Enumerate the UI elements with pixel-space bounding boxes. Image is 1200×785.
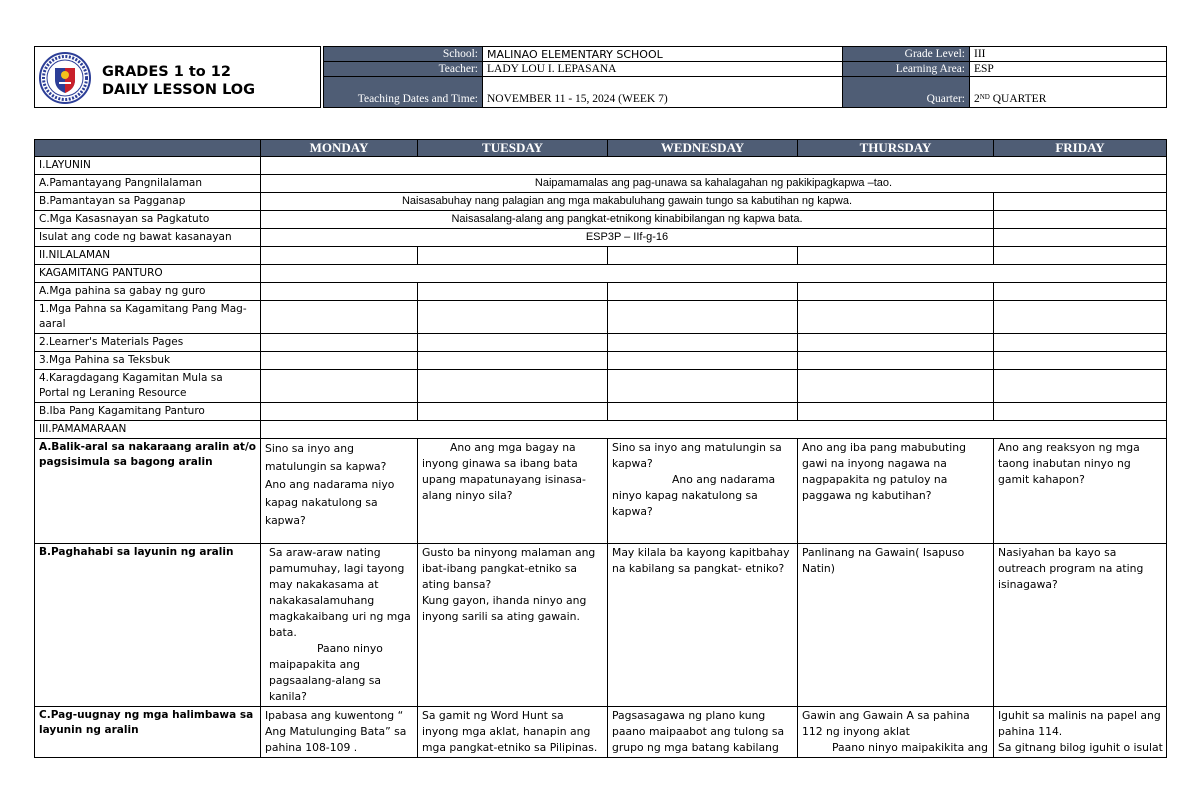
header-row-teacher [324,62,1167,77]
dates-value: NOVEMBER 11 - 15, 2024 (WEEK 7) [483,77,843,108]
label-kasanayan: C.Mga Kasasnayan sa Pagkatuto [35,211,261,229]
cell-gabay-thu [798,283,994,301]
label-mag-aaral: 1.Mga Pahna sa Kagamitang Pang Mag-aaral [35,301,261,334]
quarter-number: 2 [974,93,980,105]
pag-uugnay-thu-p1: Gawin ang Gawain A sa pahina 112 ng inyong aklat [802,709,970,738]
header-info-table [323,46,1167,108]
grade-value: III [970,47,1167,62]
dates-label: Teaching Dates and Time: [324,77,483,108]
cell-nilalaman-tue [418,247,608,265]
cell-teksbuk-mon [261,352,418,370]
cell-learners-wed [608,334,798,352]
cell-paghahabi-mon [261,544,418,707]
cell-pag-uugnay-tue: Sa gamit ng Word Hunt sa inyong mga aklat, hanapin ang mga pangkat-etniko sa Pilipinas. [418,707,608,758]
cell-code-friday [994,229,1167,247]
day-header-thursday: THURSDAY [798,140,994,157]
row-kagamitan [35,265,1167,283]
label-pagganap: B.Pamantayan sa Pagganap [35,193,261,211]
cell-teksbuk-thu [798,352,994,370]
pag-uugnay-fri-p1: Iguhit sa malinis na papel ang pahina 114. [998,709,1161,738]
paghahabi-tue-p1: Gusto ba ninyong malaman ang ibat-ibang pangkat-etniko sa ating bansa? [422,546,596,591]
row-pamamaraan [35,421,1167,439]
label-code: Isulat ang code ng bawat kasanayan [35,229,261,247]
cell-pag-uugnay-fri [994,707,1167,758]
cell-pag-uugnay-thu [798,707,994,758]
cell-pag-uugnay-wed: Pagsasagawa ng plano kung paano maipaabot ang tulong sa grupo ng mga batang kabilang [608,707,798,758]
cell-karagdagang-thu [798,370,994,403]
day-header-row [35,140,1167,157]
label-kagamitan: KAGAMITANG PANTURO [35,265,261,283]
cell-nilalaman-thu [798,247,994,265]
cell-pamantayang: Naipamamalas ang pag-unawa sa kahalagahan ng pakikipagkapwa –tao. [261,175,1167,193]
cell-karagdagang-tue [418,370,608,403]
area-label: Learning Area: [843,62,970,77]
document-title [102,63,255,99]
row-layunin [35,157,1167,175]
balik-aral-mon-q2: Ano ang nadarama niyo kapag nakatulong sa kapwa? [265,478,395,527]
label-gabay: A.Mga pahina sa gabay ng guro [35,283,261,301]
label-learners: 2.Learner's Materials Pages [35,334,261,352]
row-pamantayang [35,175,1167,193]
header-row-school [324,47,1167,62]
label-pag-uugnay: C.Pag-uugnay ng mga halimbawa sa layunin ng aralin [35,707,261,758]
day-header-monday: MONDAY [261,140,418,157]
balik-aral-mon-q1: Sino sa inyo ang matulungin sa kapwa? [265,442,387,473]
cell-learners-tue [418,334,608,352]
school-label: School: [324,47,483,62]
row-learners [35,334,1167,352]
cell-gabay-wed [608,283,798,301]
cell-iba-pang-thu [798,403,994,421]
cell-karagdagang-mon [261,370,418,403]
cell-balik-aral-fri: Ano ang reaksyon ng mga taong inabutan ninyo ng gamit kahapon? [994,439,1167,544]
row-nilalaman [35,247,1167,265]
cell-teksbuk-wed [608,352,798,370]
cell-kagamitan [261,265,1167,283]
cell-learners-thu [798,334,994,352]
row-mag-aaral [35,301,1167,334]
cell-nilalaman-mon [261,247,418,265]
cell-pag-uugnay-mon: Ipabasa ang kuwentong “ Ang Matulunging Bata” sa pahina 108-109 . [261,707,418,758]
row-iba-pang [35,403,1167,421]
label-pamantayang: A.Pamantayang Pangnilalaman [35,175,261,193]
cell-kasanayan: Naisasalang-alang ang pangkat-etnikong kinabibilangan ng kapwa bata. [261,211,994,229]
cell-karagdagang-wed [608,370,798,403]
cell-nilalaman-fri [994,247,1167,265]
grade-label: Grade Level: [843,47,970,62]
label-pamamaraan: III.PAMAMARAAN [35,421,261,439]
label-nilalaman: II.NILALAMAN [35,247,261,265]
cell-teksbuk-fri [994,352,1167,370]
cell-mag-aaral-tue [418,301,608,334]
quarter-label: Quarter: [843,77,970,108]
cell-code: ESP3P – IIf-g-16 [261,229,994,247]
cell-gabay-mon [261,283,418,301]
cell-balik-aral-mon [261,439,418,544]
paghahabi-mon-p1: Sa araw-araw nating pamumuhay, lagi tayong may nakakasama at nakakasalamuhang magkakaibang uri ng mga bata. [269,546,411,639]
cell-layunin [261,157,1167,175]
lesson-table [34,139,1167,758]
title-line-1: GRADES 1 to 12 [102,64,231,80]
cell-karagdagang-fri [994,370,1167,403]
cell-kasanayan-friday [994,211,1167,229]
header-row-dates [324,77,1167,108]
title-line-2: DAILY LESSON LOG [102,82,256,98]
cell-mag-aaral-thu [798,301,994,334]
balik-aral-wed-q1: Sino sa inyo ang matulungin sa kapwa? [612,441,782,470]
label-paghahabi: B.Paghahabi sa layunin ng aralin [35,544,261,707]
balik-aral-tue-text: Ano ang mga bagay na inyong ginawa sa ibang bata upang mapatunayang isinasa-alang ninyo sila? [422,441,586,502]
cell-gabay-tue [418,283,608,301]
cell-paghahabi-tue [418,544,608,707]
label-balik-aral: A.Balik-aral sa nakaraang aralin at/o pagsisimula sa bagong aralin [35,439,261,544]
row-balik-aral [35,439,1167,544]
label-layunin: I.LAYUNIN [35,157,261,175]
cell-iba-pang-tue [418,403,608,421]
teacher-label: Teacher: [324,62,483,77]
day-header-friday: FRIDAY [994,140,1167,157]
cell-mag-aaral-fri [994,301,1167,334]
teacher-value: LADY LOU I. LEPASANA [483,62,843,77]
pag-uugnay-fri-p2: Sa gitnang bilog iguhit o isulat [998,741,1163,754]
pag-uugnay-thu-p2: Paano ninyo maipakikita ang [832,741,988,754]
row-kasanayan [35,211,1167,229]
cell-paghahabi-wed: May kilala ba kayong kapitbahay na kabilang sa pangkat- etniko? [608,544,798,707]
paghahabi-tue-p2: Kung gayon, ihanda ninyo ang inyong sarili sa ating gawain. [422,594,587,623]
cell-balik-aral-thu: Ano ang iba pang mabubuting gawi na inyong nagawa na nagpapakita ng patuloy na paggawa ng kabutihan? [798,439,994,544]
cell-mag-aaral-wed [608,301,798,334]
balik-aral-wed-q2: Ano ang nadarama ninyo kapag nakatulong sa kapwa? [612,473,776,518]
cell-learners-mon [261,334,418,352]
label-iba-pang: B.Iba Pang Kagamitang Panturo [35,403,261,421]
cell-nilalaman-wed [608,247,798,265]
label-karagdagang: 4.Karagdagang Kagamitan Mula sa Portal ng Leraning Resource [35,370,261,403]
row-paghahabi [35,544,1167,707]
cell-learners-fri [994,334,1167,352]
day-header-blank [35,140,261,157]
row-pagganap [35,193,1167,211]
cell-paghahabi-thu: Panlinang na Gawain( Isapuso Natin) [798,544,994,707]
cell-balik-aral-wed [608,439,798,544]
row-pag-uugnay [35,707,1167,758]
cell-iba-pang-wed [608,403,798,421]
quarter-ordinal: ND [979,93,990,101]
day-header-wednesday: WEDNESDAY [608,140,798,157]
row-gabay [35,283,1167,301]
cell-teksbuk-tue [418,352,608,370]
quarter-text: QUARTER [989,93,1047,105]
row-code [35,229,1167,247]
row-teksbuk [35,352,1167,370]
cell-pamamaraan [261,421,1167,439]
quarter-value [970,77,1167,108]
row-karagdagang [35,370,1167,403]
cell-iba-pang-mon [261,403,418,421]
cell-paghahabi-fri: Nasiyahan ba kayo sa outreach program na ating isinagawa? [994,544,1167,707]
deped-seal-icon [39,52,91,104]
cell-pagganap-friday [994,193,1167,211]
day-header-tuesday: TUESDAY [418,140,608,157]
cell-iba-pang-fri [994,403,1167,421]
cell-balik-aral-tue [418,439,608,544]
header-title-block [34,46,321,108]
school-value: MALINAO ELEMENTARY SCHOOL [483,47,843,62]
area-value: ESP [970,62,1167,77]
label-teksbuk: 3.Mga Pahina sa Teksbuk [35,352,261,370]
cell-mag-aaral-mon [261,301,418,334]
paghahabi-mon-p2: Paano ninyo maipapakita ang pagsaalang-alang sa kanila? [269,642,383,703]
cell-pagganap: Naisasabuhay nang palagian ang mga makabuluhang gawain tungo sa kabutihan ng kapwa. [261,193,994,211]
cell-gabay-fri [994,283,1167,301]
